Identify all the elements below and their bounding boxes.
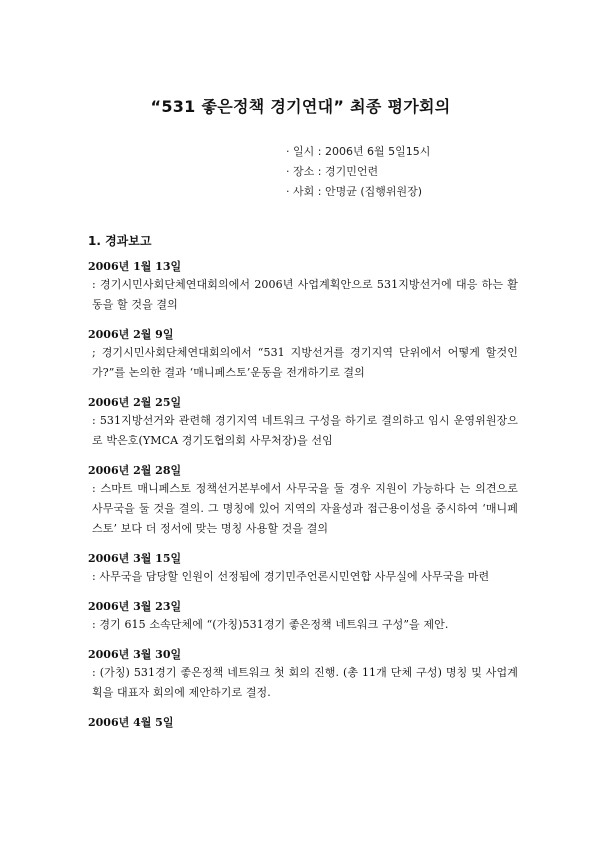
timeline-entry: [88, 714, 518, 731]
entry-date: 2006년 2월 25일: [88, 396, 182, 409]
meeting-place: · 장소 : 경기민언련: [286, 165, 379, 178]
document-title: “531 좋은정책 경기연대” 최종 평가회의: [150, 97, 451, 116]
timeline-entry: [88, 326, 518, 383]
entry-date: 2006년 3월 30일: [88, 648, 182, 661]
entry-description: : 경기 615 소속단체에 “(가칭)531경기 좋은정책 네트워크 구성”을 제안.: [92, 618, 449, 631]
section-heading: 1. 경과보고: [88, 234, 152, 248]
timeline-entry: [88, 462, 518, 539]
timeline-entries: [88, 258, 518, 742]
entry-description: : 스마트 매니페스토 정책선거본부에서 사무국을 둘 경우 지원이 가능하다 는 의견으로 사무국을 둘 것을 결의. 그 명칭에 있어 지역의 자율성과 접근용이성을 중시하여 ‘매니페스토’ 보다 더 정서에 맞는 명칭 사용할 것을 결의: [92, 482, 518, 535]
entry-date: 2006년 2월 9일: [88, 328, 174, 341]
meeting-datetime: · 일시 : 2006년 6월 5일15시: [286, 145, 431, 158]
timeline-entry: [88, 258, 518, 315]
entry-description: : 경기시민사회단체연대회의에서 2006년 사업계획안으로 531지방선거에 대응 하는 활동을 할 것을 결의: [92, 278, 518, 311]
timeline-entry: [88, 646, 518, 703]
entry-date: 2006년 4월 5일: [88, 716, 174, 729]
entry-description: : (가칭) 531경기 좋은정책 네트워크 첫 회의 진행. (총 11개 단체 구성) 명칭 및 사업계획을 대표자 회의에 제안하기로 결정.: [92, 666, 518, 699]
timeline-entry: [88, 598, 518, 635]
meeting-moderator: · 사회 : 안명균 (집행위원장): [286, 185, 423, 198]
meeting-info: [286, 142, 430, 202]
timeline-entry: [88, 550, 518, 587]
entry-date: 2006년 3월 23일: [88, 600, 182, 613]
entry-date: 2006년 2월 28일: [88, 464, 182, 477]
entry-date: 2006년 1월 13일: [88, 260, 182, 273]
entry-date: 2006년 3월 15일: [88, 552, 182, 565]
timeline-entry: [88, 394, 518, 451]
entry-description: : 531지방선거와 관련해 경기지역 네트워크 구성을 하기로 결의하고 임시 운영위원장으로 박은호(YMCA 경기도협의회 사무처장)을 선임: [92, 414, 518, 447]
entry-description: ; 경기시민사회단체연대회의에서 “531 지방선거를 경기지역 단위에서 어떻게 할것인가?”를 논의한 결과 ‘매니페스토’운동을 전개하기로 결의: [92, 346, 518, 379]
entry-description: : 사무국을 담당할 인원이 선정됨에 경기민주언론시민연합 사무실에 사무국을 마련: [92, 570, 490, 583]
